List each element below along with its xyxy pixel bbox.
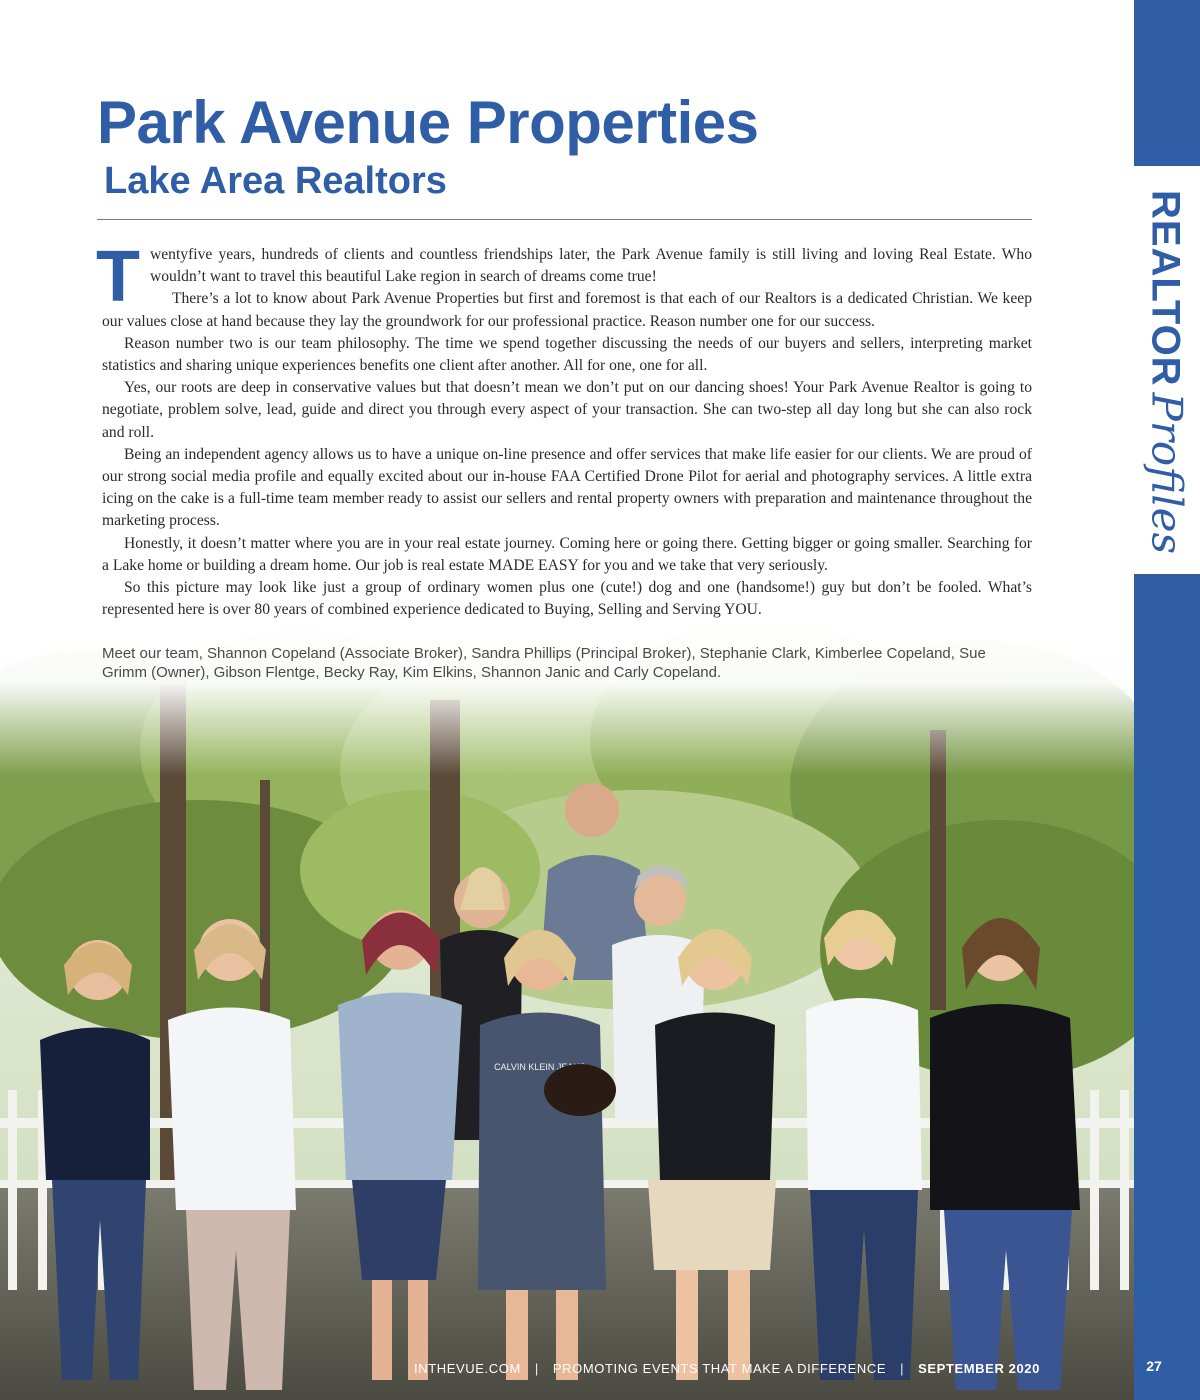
footer-site-link[interactable]: INTHEVUE.COM bbox=[414, 1360, 521, 1376]
section-label-word2: Profiles bbox=[1142, 392, 1192, 555]
footer-issue-date: SEPTEMBER 2020 bbox=[918, 1360, 1040, 1376]
footer-separator: | bbox=[900, 1360, 905, 1376]
article-paragraph: Honestly, it doesn’t matter where you are in your real estate journey. Coming here or going there. Getting bigger or going smaller. Searching for a Lake home or building a dream home. Our job is real estate MADE EASY for you and we take that very seriously. bbox=[102, 534, 1032, 574]
footer-slogan: PROMOTING EVENTS THAT MAKE A DIFFERENCE bbox=[552, 1360, 887, 1376]
sidebar-bar-top bbox=[1134, 0, 1200, 166]
article-paragraph: So this picture may look like just a group of ordinary women plus one (cute!) dog and one (handsome!) guy but don’t be fooled. What’s represented here is over 80 years of combined experience dedicated to Buying, Selling and Serving YOU. bbox=[102, 579, 1032, 619]
page-title: Park Avenue Properties bbox=[97, 89, 759, 156]
article-paragraph: Reason number two is our team philosophy. The time we spend together discussing the needs of our buyers and sellers, interpreting market statistics and sharing unique experiences benefits one client after another. All for one, one for all. bbox=[102, 334, 1032, 375]
page-number: 27 bbox=[1146, 1358, 1162, 1374]
photo-caption: Meet our team, Shannon Copeland (Associate Broker), Sandra Phillips (Principal Broker), Stephanie Clark, Kimberlee Copeland, Sue Grimm (Owner), Gibson Flentge, Becky Ray, Kim Elkins, Shannon Janic and Carly Copeland. bbox=[102, 645, 986, 681]
title-divider bbox=[97, 219, 1032, 220]
sidebar-bar-bottom bbox=[1134, 574, 1200, 1400]
page-footer bbox=[414, 1358, 1040, 1378]
footer-separator: | bbox=[534, 1360, 539, 1376]
section-label-word1: REALTOR bbox=[1143, 189, 1188, 387]
page-subtitle: Lake Area Realtors bbox=[104, 160, 447, 202]
drop-cap: T bbox=[96, 237, 140, 317]
team-photo bbox=[0, 620, 1134, 1400]
article-paragraph: Twentyfive years, hundreds of clients and countless friendships later, the Park Avenue family is still living and loving Real Estate. Who wouldn’t want to travel this beautiful Lake region in search of dreams come true! bbox=[96, 237, 1032, 317]
article-paragraph: There’s a lot to know about Park Avenue Properties but first and foremost is that each of our Realtors is a dedicated Christian. We keep our values close at hand because they lay the groundwork for our professional practice. Reason number one for our success. bbox=[102, 290, 1032, 330]
article-body bbox=[96, 237, 1032, 621]
article-paragraph: Yes, our roots are deep in conservative values but that doesn’t mean we don’t put on our dancing shoes! Your Park Avenue Realtor is going to negotiate, problem solve, lead, guide and direct you through every aspect of your transaction. She can two-step all day long but she can also rock and roll. bbox=[102, 379, 1032, 441]
article-paragraph: Being an independent agency allows us to have a unique on-line presence and offer services that make life easier for our clients. We are proud of our strong social media profile and equally excited about our in-house FAA Certified Drone Pilot for aerial and photography services. A little extra icing on the cake is a full-time team member ready to assist our sellers and rental property owners with preparation and maintenance throughout the marketing process. bbox=[102, 445, 1032, 530]
